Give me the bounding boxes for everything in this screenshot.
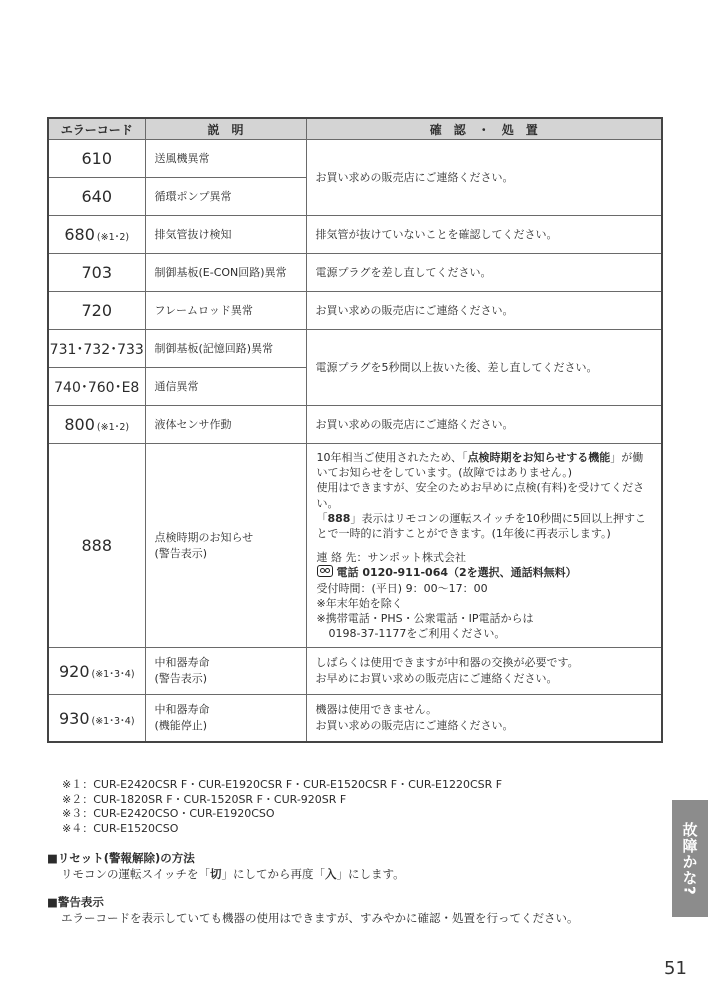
text-span: 」: [610, 451, 622, 464]
table-row: [48, 695, 662, 742]
detail-paragraph: [317, 450, 654, 480]
code-footnote-ref: (※1･2): [96, 422, 130, 433]
table-row: [48, 292, 662, 330]
error-code: [48, 695, 145, 742]
footnote: ※３：CUR-E2420CSO・CUR-E1920CSO: [62, 807, 275, 820]
description-line: (警告表示): [154, 546, 208, 560]
text-span: 10年相当ご使用されたため、「: [316, 451, 468, 464]
hours-line: 受付時間：(平日) 9：00～17：00: [316, 581, 488, 595]
text-span: 」にします。: [336, 867, 405, 881]
error-action-detail: [306, 444, 662, 648]
table-row: [48, 648, 662, 695]
error-description: [145, 444, 306, 648]
error-description: 送風機異常: [145, 140, 306, 178]
error-description: 制御基板(E-CON回路)異常: [145, 254, 306, 292]
error-description: 循環ポンプ異常: [145, 178, 306, 216]
error-code: [48, 648, 145, 695]
error-description: [145, 648, 306, 695]
error-code: [48, 216, 145, 254]
code-value: 680: [64, 225, 95, 244]
error-description: [145, 695, 306, 742]
table-row: [48, 254, 662, 292]
error-description: 通信異常: [145, 368, 306, 406]
emphasis-text: 入: [325, 867, 337, 881]
contact-note: ※年末年始を除く: [316, 596, 403, 610]
error-action: お買い求めの販売店にご連絡ください。: [306, 406, 662, 444]
description-line: (警告表示): [154, 672, 208, 686]
error-description: フレームロッド異常: [145, 292, 306, 330]
contact-note: 0198-37-1177をご利用ください。: [328, 627, 506, 641]
warning-text: エラーコードを表示していても機器の使用はできますが、すみやかに確認・処置を行ってください。: [61, 911, 579, 925]
contact-note: ※携帯電話・PHS・公衆電話・IP電話からは: [316, 612, 534, 626]
error-code: 703: [48, 254, 145, 292]
code-footnote-ref: (※1･2): [96, 232, 130, 243]
code-value: 930: [58, 708, 90, 728]
error-action: お買い求めの販売店にご連絡ください。: [306, 292, 662, 330]
action-line: お買い求めの販売店にご連絡ください。: [315, 719, 514, 733]
page-number: 51: [664, 958, 687, 979]
contact-line: 連 絡 先：サンポット株式会社: [316, 551, 466, 565]
error-code-table: [47, 117, 663, 743]
error-code: 888: [48, 444, 145, 648]
emphasis-text: 888: [327, 511, 351, 525]
error-description: 制御基板(記憶回路)異常: [145, 330, 306, 368]
code-footnote-ref: (※1･3･4): [91, 715, 135, 727]
reset-section: [47, 850, 405, 882]
action-line: お早めにお買い求めの販売店にご連絡ください。: [315, 672, 558, 686]
error-code: 740･760･E8: [48, 368, 145, 406]
free-dial-icon: [317, 565, 333, 577]
detail-paragraph: [317, 511, 654, 541]
model-footnotes: [62, 778, 502, 836]
phone-text: 電話 0120-911-064（2を選択、通話料無料）: [336, 566, 577, 580]
description-line: (機能停止): [154, 719, 208, 733]
description-line: 点検時期のお知らせ: [154, 530, 254, 544]
table-row: [48, 140, 662, 178]
reset-text: [47, 866, 405, 882]
code-value: 920: [58, 661, 90, 681]
text-span: が働いてお知らせをしています。(故障ではありません。): [316, 451, 644, 480]
header-action: 確 認 ・ 処 置: [306, 118, 662, 140]
phone-line: [317, 565, 654, 580]
error-action: お買い求めの販売店にご連絡ください。: [306, 140, 662, 216]
emphasis-text: 切: [210, 867, 222, 881]
error-action: 電源プラグを5秒間以上抜いた後、差し直してください。: [306, 330, 662, 406]
error-code: 720: [48, 292, 145, 330]
chapter-side-tab: 故障かな?: [672, 800, 708, 917]
footnote: ※１：CUR-E2420CSR F・CUR-E1920CSR F・CUR-E1520CSR F・CUR-E1220CSR F: [62, 778, 503, 791]
action-line: 機器は使用できません。: [315, 703, 438, 717]
footnote: ※２：CUR-1820SR F・CUR-1520SR F・CUR-920SR F: [62, 792, 347, 806]
error-description: 液体センサ作動: [145, 406, 306, 444]
reset-heading: ■リセット(警報解除)の方法: [47, 851, 195, 865]
error-description: 排気管抜け検知: [145, 216, 306, 254]
action-line: しばらくは使用できますが中和器の交換が必要です。: [315, 656, 579, 670]
error-action: 電源プラグを差し直してください。: [306, 254, 662, 292]
footnote: ※４：CUR-E1520CSO: [62, 821, 179, 835]
table-row: [48, 406, 662, 444]
error-code: 640: [48, 178, 145, 216]
error-action: [306, 695, 662, 742]
error-action: 排気管が抜けていないことを確認してください。: [306, 216, 662, 254]
table-row: [48, 444, 662, 648]
table-row: [48, 330, 662, 368]
code-value: 800: [64, 415, 95, 434]
error-action: [306, 648, 662, 695]
description-line: 中和器寿命: [154, 656, 210, 670]
text-span: 」表示はリモコンの運転スイッチを10秒間に5回以上押すことで一時的に消すことができます。(1年後に再表示します。): [316, 511, 647, 541]
table-row: [48, 216, 662, 254]
error-code: 610: [48, 140, 145, 178]
text-span: リモコンの運転スイッチを「: [61, 867, 211, 881]
error-code: [48, 406, 145, 444]
description-line: 中和器寿命: [154, 703, 210, 717]
text-span: 「: [316, 511, 328, 525]
detail-paragraph: 使用はできますが、安全のためお早めに点検(有料)を受けてください。: [316, 481, 645, 510]
header-description: 説 明: [145, 118, 306, 140]
code-footnote-ref: (※1･3･4): [91, 668, 135, 680]
warning-section: [47, 894, 579, 926]
emphasis-text: 点検時期をお知らせする機能: [467, 451, 611, 464]
error-code: 731･732･733: [48, 330, 145, 368]
table-header-row: [48, 118, 662, 140]
text-span: 」にしてから再度「: [221, 867, 326, 881]
warning-heading: ■警告表示: [47, 895, 104, 909]
header-error-code: エラーコード: [48, 118, 145, 140]
